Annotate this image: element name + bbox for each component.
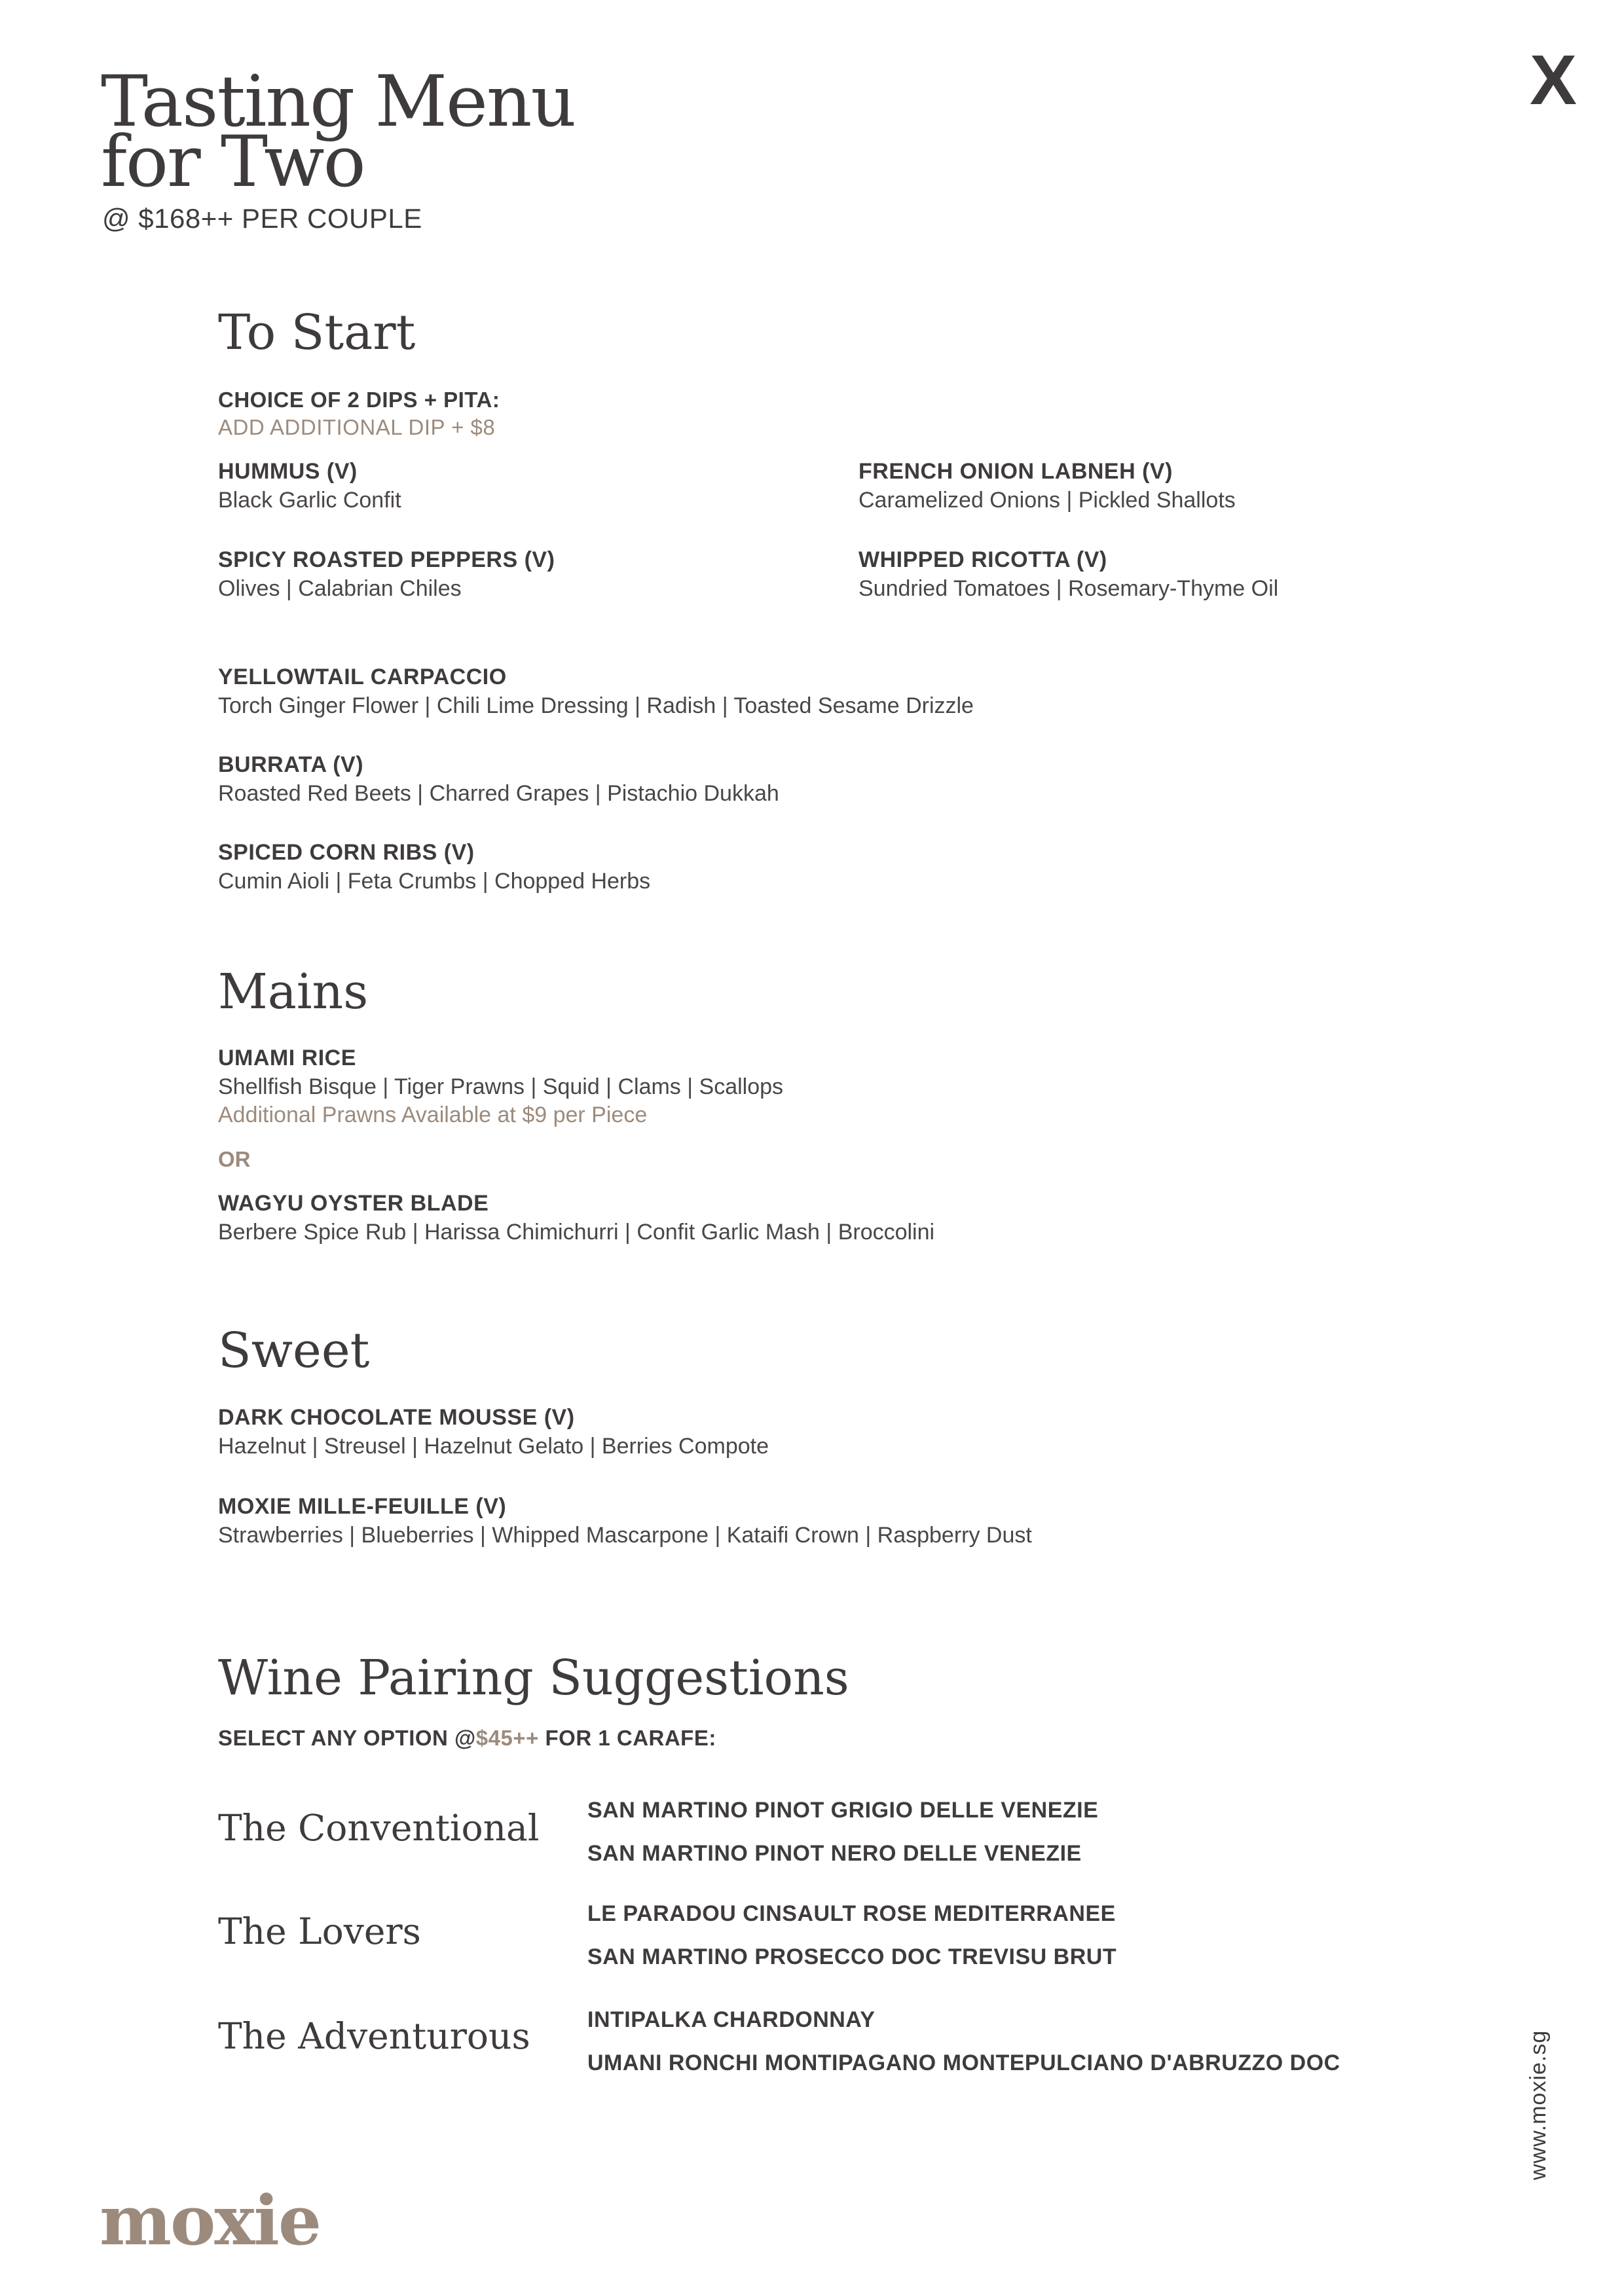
dish-wagyu-oyster-blade	[218, 1189, 934, 1247]
page-title	[101, 61, 576, 203]
section-title-to-start: To Start	[218, 304, 416, 361]
page-title-line-2: for Two	[101, 121, 365, 203]
dish-burrata	[218, 750, 779, 808]
dips-label: CHOICE OF 2 DIPS + PITA:	[218, 388, 500, 412]
wine-select-prefix: SELECT ANY OPTION @	[218, 1726, 476, 1750]
dip-item-labneh	[858, 457, 1236, 515]
dish-moxie-mille-feuille	[218, 1492, 1032, 1550]
wine-select-suffix: FOR 1 CARAFE:	[538, 1726, 716, 1750]
dip-item-hummus	[218, 457, 401, 515]
section-title-mains: Mains	[218, 964, 369, 1020]
dish-name: DARK CHOCOLATE MOUSSE (V)	[218, 1405, 575, 1430]
dish-name: SPICY ROASTED PEPPERS (V)	[218, 547, 555, 572]
wine-category-lovers: The Lovers	[218, 1910, 421, 1952]
dish-dark-chocolate-mousse	[218, 1403, 769, 1461]
dish-description: Caramelized Onions | Pickled Shallots	[858, 488, 1236, 513]
page-title-line-1: Tasting Menu	[101, 61, 576, 143]
dish-description: Black Garlic Confit	[218, 488, 401, 513]
wine-item: LE PARADOU CINSAULT ROSE MEDITERRANEE	[587, 1901, 1116, 1926]
wine-item: SAN MARTINO PINOT GRIGIO DELLE VENEZIE	[587, 1798, 1099, 1823]
dish-name: UMAMI RICE	[218, 1046, 356, 1070]
dish-name: MOXIE MILLE-FEUILLE (V)	[218, 1494, 507, 1519]
close-button[interactable]: X	[1529, 40, 1577, 119]
wine-item: SAN MARTINO PROSECCO DOC TREVISU BRUT	[587, 1944, 1117, 1969]
section-title-wine-pairing: Wine Pairing Suggestions	[218, 1650, 849, 1706]
brand-logo: moxie	[100, 2180, 321, 2261]
dish-umami-rice	[218, 1044, 783, 1129]
wine-item: UMANI RONCHI MONTIPAGANO MONTEPULCIANO D'ABRUZZO DOC	[587, 2050, 1340, 2075]
dish-name: BURRATA (V)	[218, 752, 364, 777]
wine-select-price: $45++	[475, 1726, 539, 1750]
dish-yellowtail-carpaccio	[218, 663, 974, 720]
dish-name: SPICED CORN RIBS (V)	[218, 840, 475, 865]
dish-name: WHIPPED RICOTTA (V)	[858, 547, 1107, 572]
dish-name: FRENCH ONION LABNEH (V)	[858, 459, 1173, 484]
dish-name: YELLOWTAIL CARPACCIO	[218, 665, 507, 689]
wine-category-conventional: The Conventional	[218, 1807, 540, 1849]
dish-description: Olives | Calabrian Chiles	[218, 576, 462, 601]
dip-item-ricotta	[858, 545, 1278, 603]
dish-description: Shellfish Bisque | Tiger Prawns | Squid | Clams | Scallops	[218, 1074, 784, 1099]
dips-note: ADD ADDITIONAL DIP + $8	[218, 415, 496, 439]
wine-select-label	[218, 1726, 716, 1751]
website-url: www.moxie.sg	[1526, 2030, 1551, 2180]
dish-description: Hazelnut | Streusel | Hazelnut Gelato | Berries Compote	[218, 1434, 769, 1459]
dish-note: Additional Prawns Available at $9 per Piece	[218, 1102, 648, 1127]
wine-category-adventurous: The Adventurous	[218, 2015, 530, 2057]
menu-price: @ $168++ PER COUPLE	[102, 203, 422, 234]
dish-description: Strawberries | Blueberries | Whipped Mascarpone | Kataifi Crown | Raspberry Dust	[218, 1523, 1032, 1548]
dish-name: WAGYU OYSTER BLADE	[218, 1191, 489, 1216]
dish-description: Cumin Aioli | Feta Crumbs | Chopped Herbs	[218, 869, 651, 894]
dish-name: HUMMUS (V)	[218, 459, 358, 484]
dish-description: Roasted Red Beets | Charred Grapes | Pistachio Dukkah	[218, 781, 779, 806]
dip-item-peppers	[218, 545, 555, 603]
dish-description: Sundried Tomatoes | Rosemary-Thyme Oil	[858, 576, 1279, 601]
or-separator: OR	[218, 1147, 251, 1171]
dish-description: Torch Ginger Flower | Chili Lime Dressing | Radish | Toasted Sesame Drizzle	[218, 693, 974, 718]
wine-item: SAN MARTINO PINOT NERO DELLE VENEZIE	[587, 1841, 1082, 1866]
dish-spiced-corn-ribs	[218, 838, 650, 896]
wine-item: INTIPALKA CHARDONNAY	[587, 2007, 876, 2032]
section-title-sweet: Sweet	[218, 1322, 370, 1379]
dish-description: Berbere Spice Rub | Harissa Chimichurri | Confit Garlic Mash | Broccolini	[218, 1220, 935, 1245]
